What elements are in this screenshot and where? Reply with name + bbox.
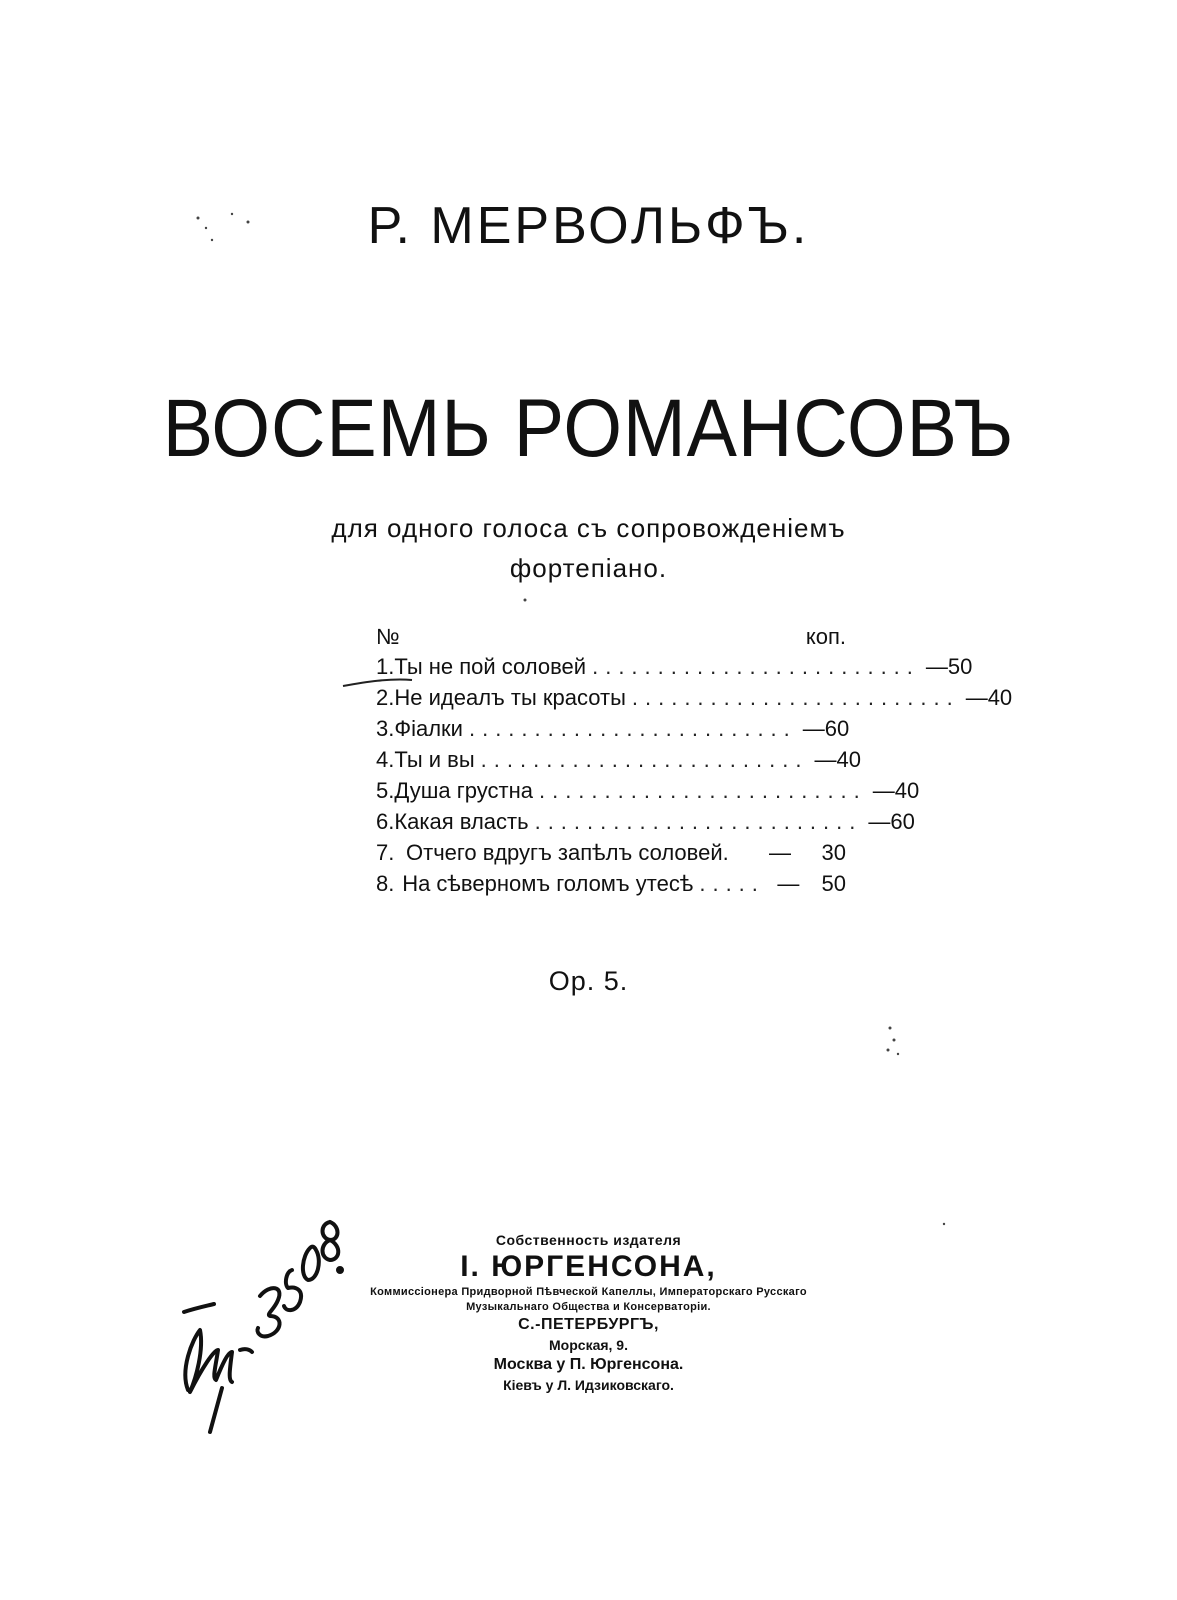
- list-item: [376, 809, 915, 840]
- item-number: 7.: [376, 840, 395, 865]
- publisher-property: Собственность издателя: [495, 1232, 682, 1248]
- item-price: 50: [947, 654, 973, 679]
- dot-leader: .........................: [592, 654, 920, 679]
- item-price: 60: [824, 716, 850, 741]
- item-number: 6.: [376, 809, 395, 834]
- list-item: [376, 685, 1013, 716]
- item-number: 2.: [376, 685, 395, 710]
- item-title: Ты и вы: [394, 747, 475, 772]
- item-price: 40: [836, 747, 861, 772]
- item-title: Фіалки: [394, 716, 463, 741]
- item-title: Отчего вдругъ запѣлъ соловей.: [406, 840, 729, 865]
- item-number: 4.: [376, 747, 395, 772]
- publisher-kiev: Кіевъ у Л. Идзиковскаго.: [503, 1377, 674, 1393]
- item-dash: —: [925, 654, 948, 679]
- dot-leader: .........................: [631, 685, 960, 710]
- list-item: [376, 716, 850, 747]
- item-dash: —: [814, 747, 837, 772]
- dot-leader: .........................: [538, 778, 867, 803]
- subtitle-line-2: фортепіано.: [509, 553, 668, 583]
- list-item: [376, 747, 861, 778]
- item-price: 60: [890, 809, 915, 834]
- item-dash: —: [802, 716, 825, 741]
- item-title: Душа грустна: [394, 778, 533, 803]
- item-number: 1.: [376, 654, 395, 679]
- item-title: На сѣверномъ голомъ утесѣ: [402, 871, 694, 896]
- item-number: 8.: [376, 871, 395, 896]
- item-dash: —: [777, 871, 800, 896]
- subtitle: [0, 508, 1177, 588]
- list-item: [376, 654, 973, 685]
- dot-leader: .........................: [468, 716, 797, 741]
- opus-number: Ор. 5.: [548, 966, 629, 996]
- dot-leader: .....: [699, 871, 765, 896]
- item-number: 5.: [376, 778, 395, 803]
- item-title: Ты не пой соловей: [394, 654, 587, 679]
- publisher-role-2: Музыкальнаго Общества и Консерваторіи.: [466, 1301, 711, 1313]
- publisher-name: I. ЮРГЕНСОНА,: [460, 1250, 717, 1283]
- item-title: Какая власть: [394, 809, 529, 834]
- list-item: [376, 871, 846, 902]
- contents-list: [376, 624, 1013, 902]
- publisher-moscow: Москва у П. Юргенсона.: [493, 1356, 684, 1373]
- list-item: [376, 840, 846, 871]
- price-column-header: коп.: [805, 624, 846, 649]
- subtitle-line-1: для одного голоса съ сопровожденіемъ: [331, 513, 846, 543]
- item-price: 40: [894, 778, 920, 803]
- publisher-role-1: Коммиссіонера Придворной Пѣвческой Капеллы, Императорскаго Русскаго: [370, 1286, 807, 1298]
- composer-name: Р. МЕРВОЛЬФЪ.: [367, 197, 810, 255]
- item-dash: —: [769, 840, 791, 865]
- publisher-city: С.-ПЕТЕРБУРГЪ,: [518, 1316, 659, 1333]
- dot-leader: .........................: [534, 809, 863, 834]
- item-dash: —: [872, 778, 895, 803]
- item-dash: —: [868, 809, 891, 834]
- item-price: 50: [821, 871, 846, 896]
- publisher-address: Морская, 9.: [549, 1337, 628, 1353]
- contents-header: [376, 624, 846, 654]
- item-price: 30: [821, 840, 846, 865]
- handwritten-catalog-mark: [170, 1200, 350, 1440]
- list-item: [376, 778, 920, 809]
- dot-leader: .........................: [480, 747, 809, 772]
- item-number: 3.: [376, 716, 395, 741]
- number-column-header: №: [376, 624, 400, 649]
- item-dash: —: [965, 685, 988, 710]
- item-price: 40: [987, 685, 1013, 710]
- work-title: ВОСЕМЬ РОМАНСОВЪ: [162, 383, 1015, 474]
- item-title: Не идеалъ ты красоты: [394, 685, 626, 710]
